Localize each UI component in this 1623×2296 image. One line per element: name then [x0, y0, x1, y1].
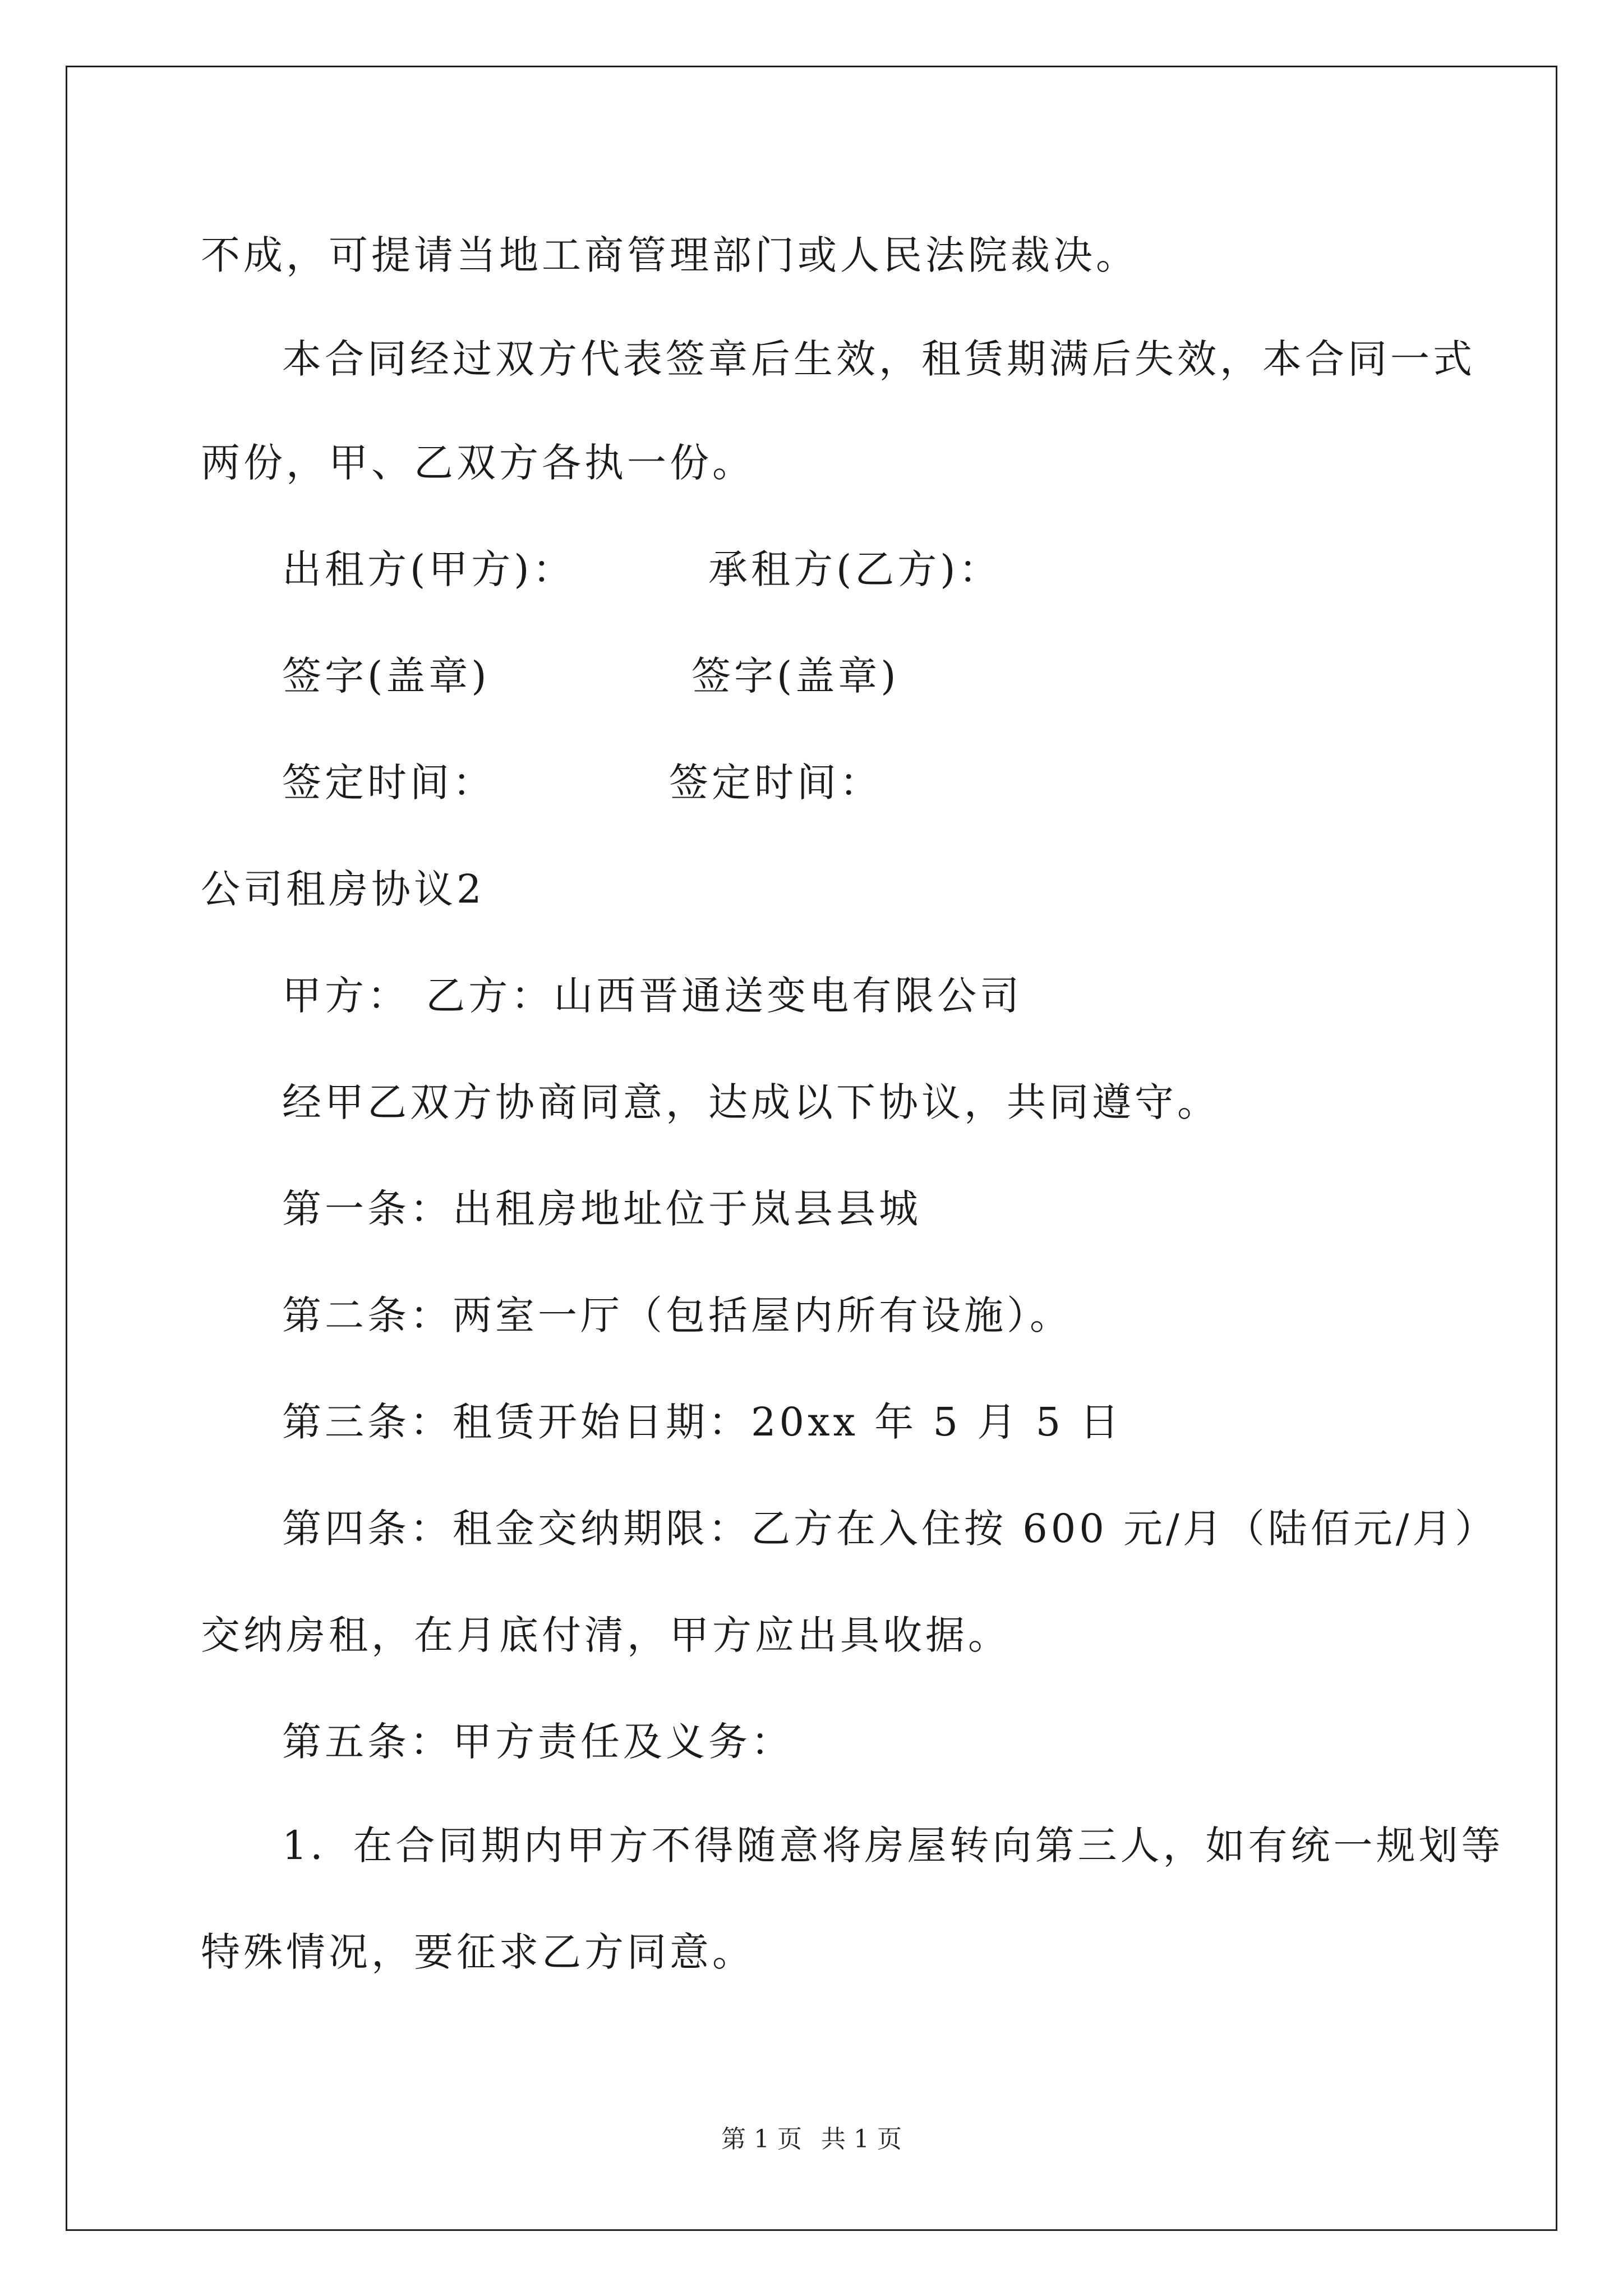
date-right: 签定时间： — [669, 760, 882, 806]
paragraph-text: 特殊情况，要征求乙方同意。 — [201, 1929, 755, 1975]
signature-row-date — [282, 757, 882, 808]
paragraph-text: 两份，甲、乙双方各执一份。 — [201, 440, 755, 486]
paragraph-text: 第五条：甲方责任及义务： — [282, 1719, 794, 1765]
paragraph-text: 第四条：租金交纳期限：乙方在入住按 600 元/月（陆佰元/月） — [282, 1506, 1498, 1552]
sign-right: 签字(盖章) — [691, 653, 900, 699]
paragraph-text: 交纳房租，在月底付清，甲方应出具收据。 — [201, 1612, 1011, 1658]
section-title: 公司租房协议2 — [201, 866, 485, 912]
date-left: 签定时间： — [282, 760, 495, 806]
paragraph-text: 不成，可提请当地工商管理部门或人民法院裁决。 — [201, 232, 1138, 278]
paragraph-text: 本合同经过双方代表签章后生效，租赁期满后失效，本合同一式 — [282, 336, 1476, 382]
paragraph-text: 第二条：两室一厅（包括屋内所有设施）。 — [282, 1292, 1072, 1338]
page-border — [66, 66, 1557, 2231]
sign-left: 签字(盖章) — [282, 653, 490, 699]
page-footer — [0, 2123, 1623, 2156]
paragraph-text: 1．在合同期内甲方不得随意将房屋转向第三人，如有统一规划等 — [282, 1823, 1504, 1869]
signature-row-sign — [282, 651, 900, 701]
lessee-label: 承租方(乙方)： — [708, 546, 1002, 592]
page-number: 第 1 页 — [721, 2125, 802, 2154]
page-total: 共 1 页 — [821, 2125, 902, 2154]
paragraph-text: 经甲乙双方协商同意，达成以下协议，共同遵守。 — [282, 1079, 1220, 1125]
paragraph-text: 第三条：租赁开始日期：20xx 年 5 月 5 日 — [282, 1399, 1123, 1445]
signature-row-parties — [282, 544, 1002, 595]
paragraph-text: 甲方： 乙方：山西晋通送变电有限公司 — [282, 973, 1023, 1019]
paragraph-text: 第一条：出租房地址位于岚县县城 — [282, 1186, 921, 1232]
lessor-label: 出租方(甲方)： — [282, 546, 575, 592]
